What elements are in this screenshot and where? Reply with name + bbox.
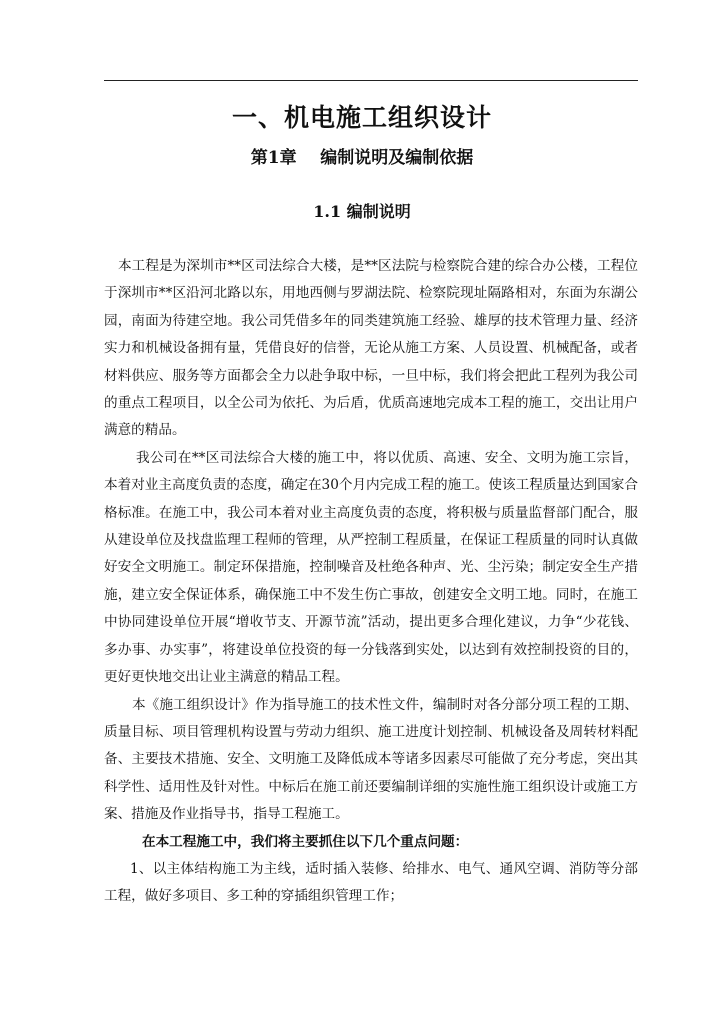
paragraph-design-scope: 本《施工组织设计》作为指导施工的技术性文件，编制时对各分部分项工程的工期、质量目标、项目管理机构设置与劳动力组织、施工进度计划控制、机械设备及周转材料配备、主要技术措施、安全、文明施工及降低成本等诸多因素尽可能做了充分考虑，突出其科学性、适用性及针对性。中标后在施工前还要编制详细的实施性施工组织设计或施工方案、措施及作业指导书，指导工程施工。: [104, 696, 638, 823]
main-title: 一、机电施工组织设计: [231, 103, 492, 132]
paragraph-project-overview: 本工程是为深圳市**区司法综合大楼，是**区法院与检察院合建的综合办公楼，工程位于深圳市**区沿河北路以东，用地西侧与罗湖法院、检察院现址隔路相对，东面为东湖公园，南面为待建空地。我公司凭借多年的同类建筑施工经验、雄厚的技术管理力量、经济实力和机械设备拥有量，凭借良好的信誉，无论从施工方案、人员设置、机械配备，或者材料供应、服务等方面都会全力以赴争取中标，一旦中标，我们将会把此工程列为我公司的重点工程项目，以全公司为依托、为后盾，优质高速地完成本工程的施工，交出让用户满意的精品。: [104, 258, 638, 439]
document-body: [104, 253, 638, 911]
header-rule: [104, 80, 638, 81]
section-title: 1.1 编制说明: [313, 202, 411, 221]
paragraph-key-issue-1: 1、以主体结构施工为主线，适时插入装修、给排水、电气、通风空调、消防等分部工程，做好多项目、多工种的穿插组织管理工作；: [104, 860, 638, 905]
chapter-title: 第1章 编制说明及编制依据: [250, 148, 474, 168]
paragraph-key-issues-heading: 在本工程施工中，我们将主要抓住以下几个重点问题：: [142, 833, 469, 850]
paragraph-construction-principles: 我公司在**区司法综合大楼的施工中，将以优质、高速、安全、文明为施工宗旨，本着对业主高度负责的态度，确定在30个月内完成工程的施工。使该工程质量达到国家合格标准。在施工中，我公司本着对业主高度负责的态度，将积极与质量监督部门配合，服从建设单位及找盘监理工程师的管理，从严控制工程质量，在保证工程质量的同时认真做好安全文明施工。制定环保措施，控制噪音及杜绝各种声、光、尘污染；制定安全生产措施，建立安全保证体系，确保施工中不发生伤亡事故，创建安全文明工地。同时，在施工中协同建设单位开展“增收节支、开源节流”活动，提出更多合理化建议，力争“少花钱、多办事、办实事”，将建设单位投资的每一分钱落到实处，以达到有效控制投资的目的，更好更快地交出让业主满意的精品工程。: [104, 449, 638, 686]
